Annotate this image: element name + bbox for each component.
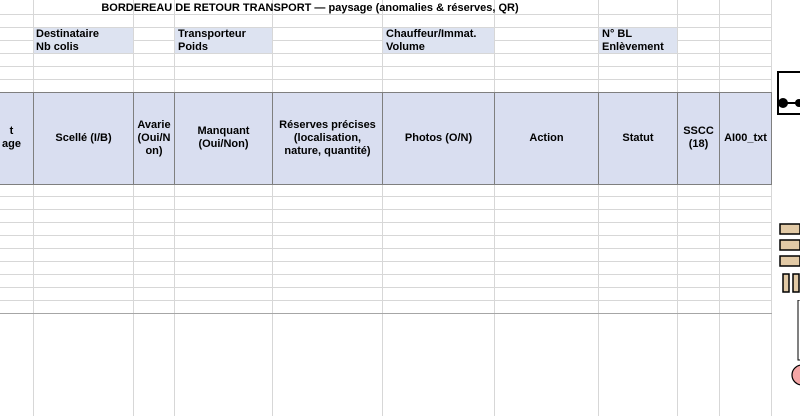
row-line [0,287,772,288]
row-line [0,274,772,275]
header-text: Photos (O/N) [404,131,473,144]
table-bottom-border [0,313,772,314]
header-text: Statut [622,131,654,144]
col-line [771,0,772,416]
header-text: Avarie [137,118,171,131]
header-text: (18) [688,138,709,150]
header-text: Action [529,131,564,144]
header-scelle[interactable] [34,92,133,184]
header-border [494,92,495,184]
header-border [719,92,720,184]
header-border [677,92,678,184]
header-reserves[interactable] [273,92,382,184]
header-col-partial[interactable] [0,92,33,184]
header-statut[interactable] [599,92,677,184]
row-line [0,235,772,236]
row-line [0,196,772,197]
header-border [272,92,273,184]
row-line [0,300,772,301]
chauffeur-label: Chauffeur/Immat. [386,28,477,40]
row-line [0,79,772,80]
header-text: (Oui/Non) [198,138,249,150]
header-text: (localisation, [293,131,362,144]
header-text: AI00_txt [724,131,767,144]
poids-label: Poids [178,41,208,53]
header-text: on) [145,144,163,157]
header-text: t [9,125,14,137]
header-text: age [2,138,21,150]
header-border [133,92,134,184]
header-text: nature, quantité) [284,144,371,157]
row-line [0,248,772,249]
header-text: SSCC [683,125,714,137]
sheet-title: BORDEREAU DE RETOUR TRANSPORT — paysage (anomalies & réserves, QR) [101,2,519,14]
header-text: Réserves précises [279,118,376,131]
header-border [174,92,175,184]
row-line [0,209,772,210]
transporteur-label: Transporteur [178,28,246,40]
volume-label: Volume [386,41,425,53]
header-text: Manquant [197,125,250,137]
red-shape-icon [790,300,800,390]
header-ai00[interactable] [720,92,771,184]
header-manquant[interactable] [175,92,272,184]
col-line [719,0,720,416]
header-action[interactable] [495,92,598,184]
col-line [272,0,273,416]
header-border [382,92,383,184]
header-border [0,92,772,93]
col-line [33,0,34,416]
header-text: Scellé (I/B) [55,131,112,144]
col-line [174,0,175,416]
col-line [677,0,678,416]
col-line [133,0,134,416]
col-line [494,0,495,416]
row-line [0,222,772,223]
destinataire-label: Destinataire [36,28,99,40]
header-border [33,92,34,184]
header-avarie[interactable] [134,92,174,184]
enlevement-label: Enlèvement [602,41,664,53]
row-line [0,66,772,67]
col-line [382,0,383,416]
header-border [598,92,599,184]
parcel-stack-icon [778,222,800,296]
col-line [598,0,599,416]
nb-colis-label: Nb colis [36,41,79,53]
row-line [0,261,772,262]
header-sscc[interactable] [678,92,719,184]
bl-label: N° BL [602,28,633,40]
truck-icon [772,70,800,118]
header-photos[interactable] [383,92,494,184]
header-text: (Oui/N [137,131,171,144]
header-border [0,184,772,185]
